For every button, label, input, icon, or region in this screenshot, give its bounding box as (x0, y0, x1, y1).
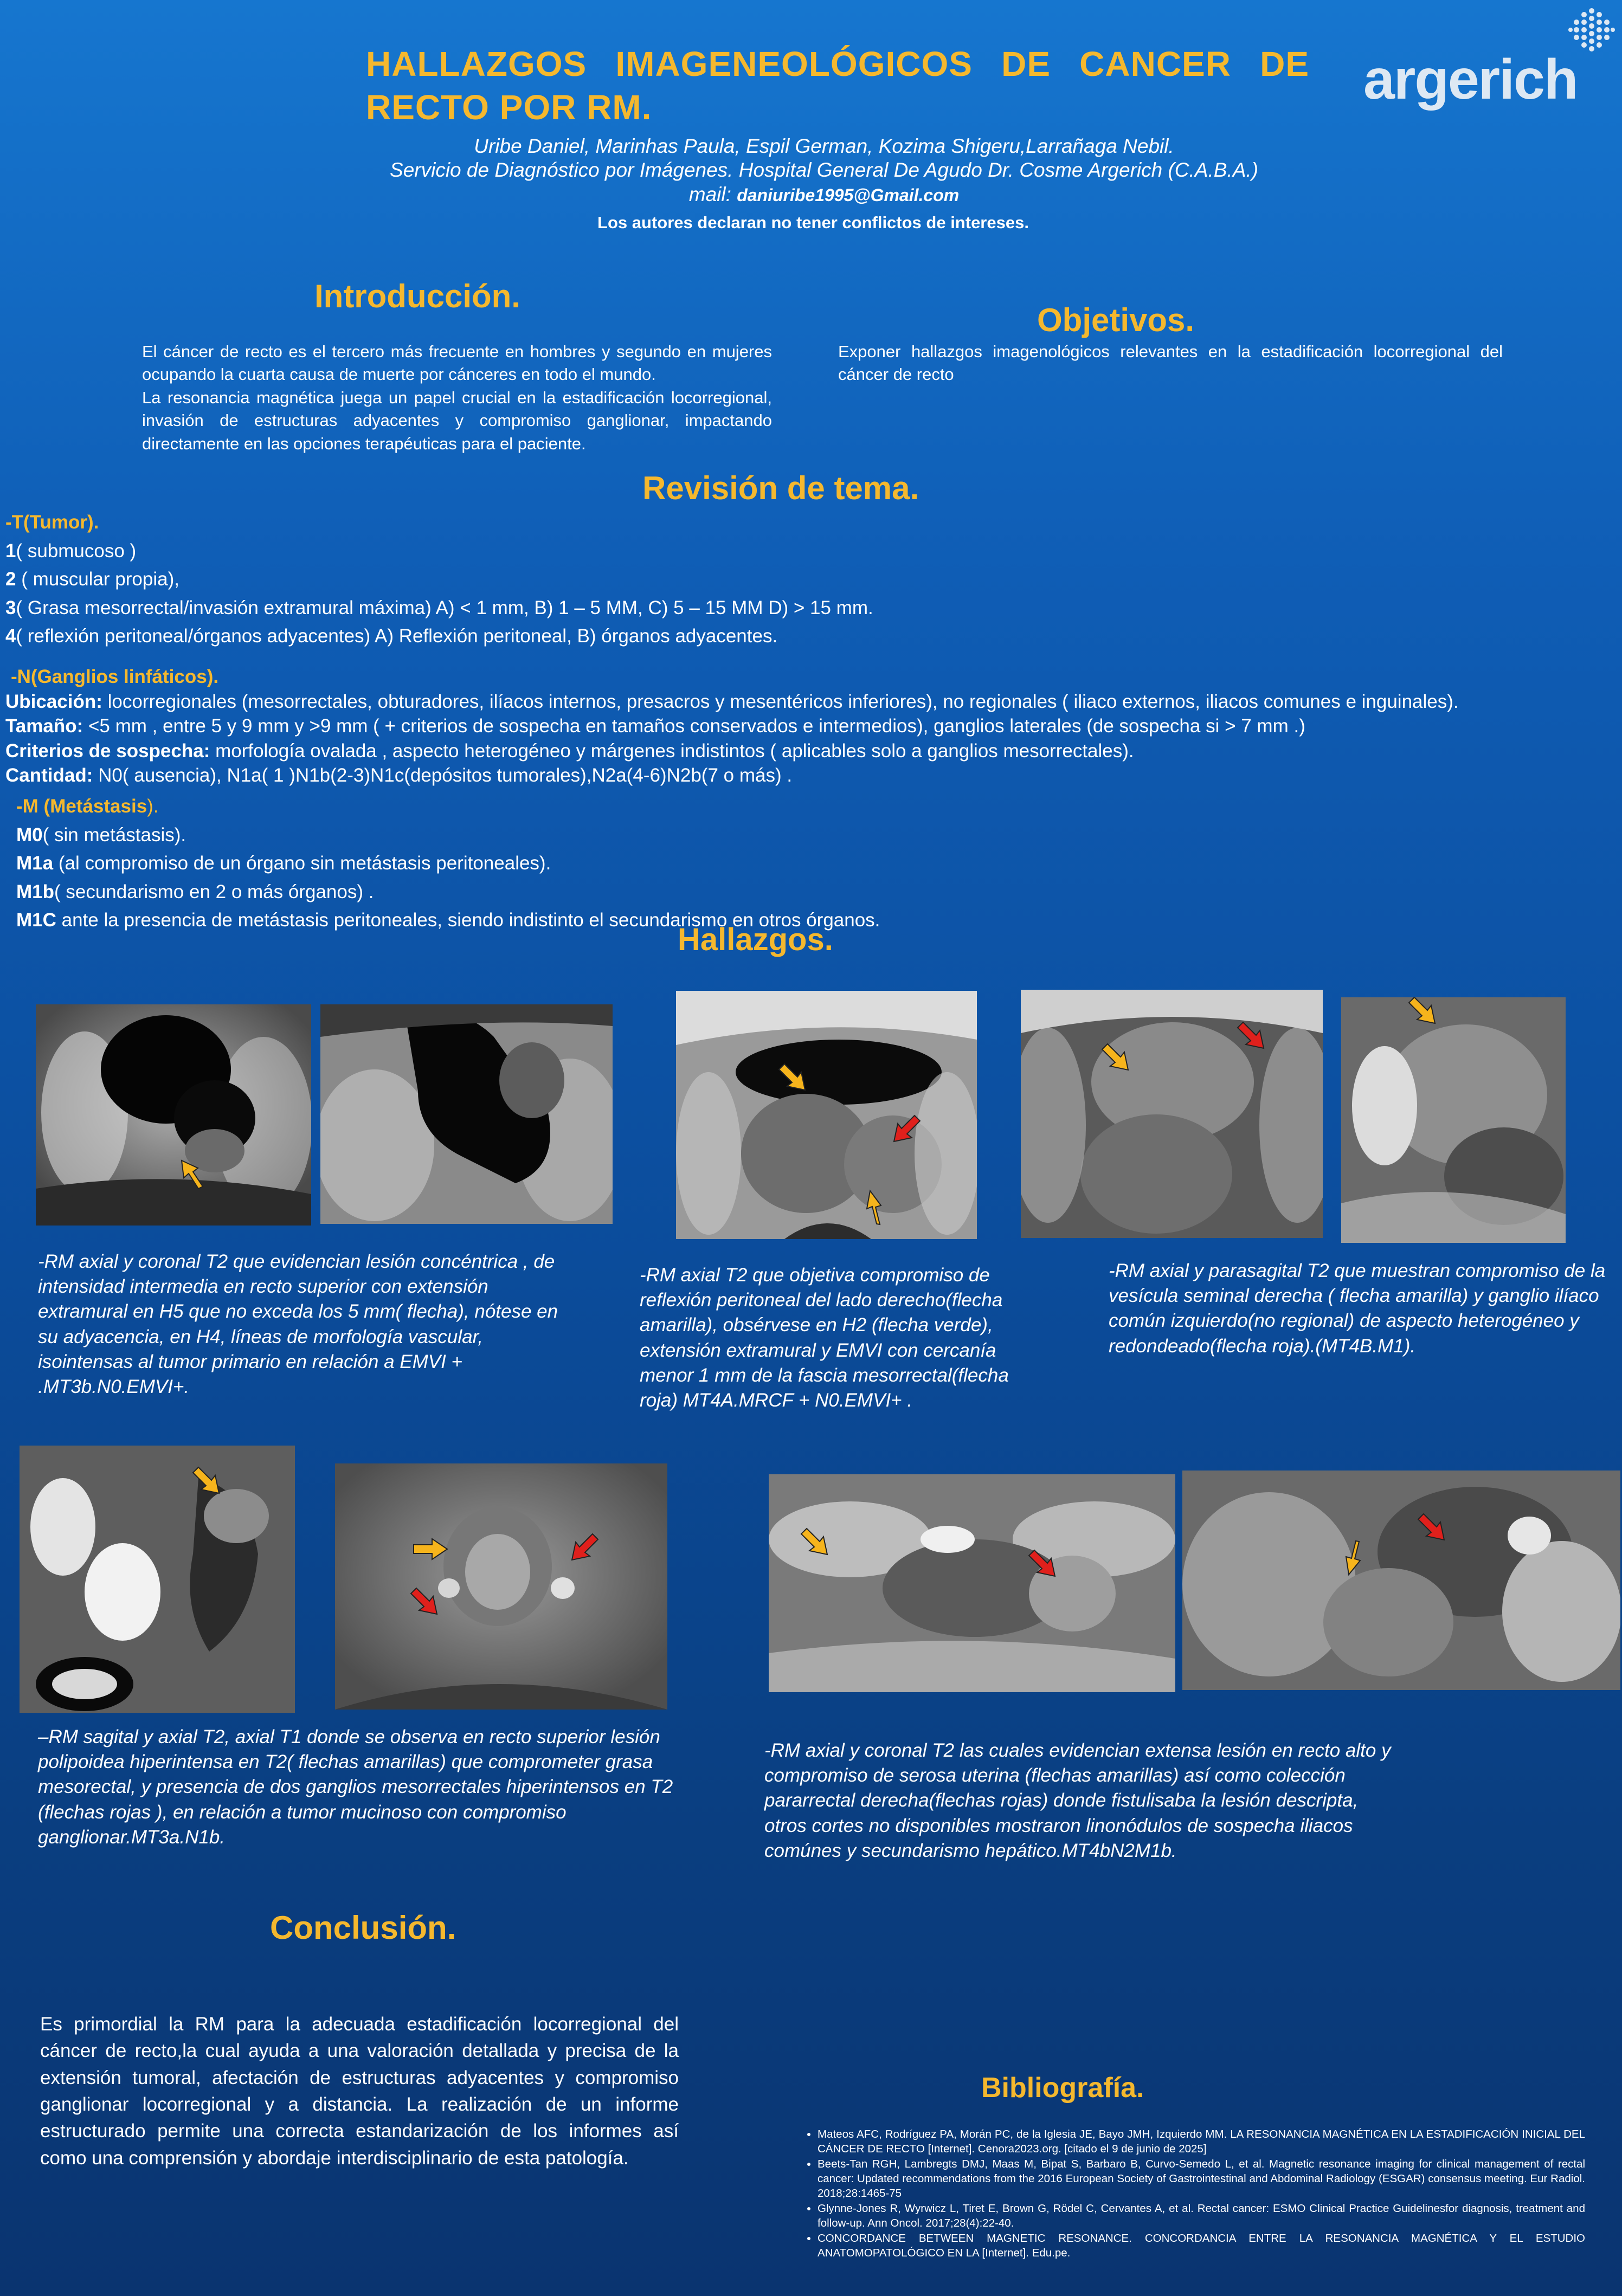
authors-block (347, 134, 1301, 207)
mri-image-sagittal (20, 1446, 295, 1713)
conclusion-heading: Conclusión. (270, 1910, 456, 1946)
authors-mail: mail: daniuribe1995@Gmail.com (688, 183, 960, 205)
review-t-block (5, 508, 1610, 651)
n-item-location: Ubicación: locorregionales (mesorrectales, obturadores, ilíacos internos, presacros y mesentéricos inferiores), no regionales ( iliaco externos, iliacos comunes e inguinales). (5, 691, 1459, 712)
authors-names: Uribe Daniel, Marinhas Paula, Espil German, Kozima Shigeru,Larrañaga Nebil. (474, 135, 1174, 157)
n-item-quantity: Cantidad: N0( ausencia), N1a( 1 )N1b(2-3)N1c(depósitos tumorales),N2a(4-6)N2b(7 o más) . (5, 765, 793, 786)
mri-image-axial-3 (1021, 990, 1323, 1238)
bibliography-item: • Mateos AFC, Rodríguez PA, Morán PC, de la Iglesia JE, Bayo JMH, Izquierdo MM. LA RESONANCIA MAGNÉTICA EN LA ESTADIFICACIÓN INICIAL DEL CÁNCER DE RECTO [Internet]. Cenora2023.org. [citado el 9 de junio de 2025] (818, 2127, 1585, 2156)
mail-address: daniuribe1995@Gmail.com (737, 185, 960, 205)
caption-5: -RM axial y coronal T2 las cuales evidencian extensa lesión en recto alto y compromiso de serosa uterina (flechas amarillas) así como colección pararrectal derecha(flechas rojas) donde fistulisaba la lesión descripta, otros cortes no disponibles mostraron linonódulos de sospecha iliacos comúnes y secundarismo hepático.MT4bN2M1b. (764, 1740, 1391, 1861)
t-item-2: 2 ( muscular propia), (5, 569, 179, 590)
caption-1: -RM axial y coronal T2 que evidencian lesión concéntrica , de intensidad intermedia en recto superior con extensión extramural en H5 que no exceda los 5 mm( flecha), nótese en su adyacencia, en H4, líneas de morfología vascular, isointensas al tumor primario en relación a EMVI + .MT3b.N0.EMVI+. (38, 1251, 558, 1397)
caption-4: –RM sagital y axial T2, axial T1 donde se observa en recto superior lesión polipoidea hiperintensa en T2( flechas amarillas) que comprometer grasa mesorectal, y presencia de dos ganglios mesorrectales hiperintensos en T2 (flechas rojas ), en relación a tumor mucinoso con compromiso ganglionar.MT3a.N1b. (38, 1726, 673, 1848)
poster-title: HALLAZGOS IMAGENEOLÓGICOS DE CANCER DE RECTO POR RM. (366, 44, 1309, 127)
caption-2: -RM axial T2 que objetiva compromiso de reflexión peritoneal del lado derecho(flecha amarilla), obsérvese en H2 (flecha verde), extensión extramural y EMVI con cercanía menor 1 mm de la fascia mesorrectal(flecha roja) MT4A.MRCF + N0.EMVI+ . (640, 1265, 1009, 1411)
logo-dots-icon (1568, 7, 1615, 53)
t-heading: -T(Tumor). (5, 512, 99, 533)
mri-image-axial-2 (676, 991, 977, 1239)
intro-paragraph-1: El cáncer de recto es el tercero más frecuente en hombres y segundo en mujeres ocupando la cuarta causa de muerte por cánceres en todo el mundo. (142, 342, 772, 384)
bibliography-list (804, 2127, 1585, 2262)
mri-image-coronal-1 (320, 1004, 613, 1224)
objectives-heading: Objetivos. (1037, 302, 1195, 338)
objectives-text: Exponer hallazgos imagenológicos relevantes en la estadificación locorregional del cáncer de recto (838, 342, 1503, 384)
review-n-block (5, 665, 1610, 788)
mri-image-axial-4 (769, 1474, 1175, 1692)
findings-heading: Hallazgos. (678, 922, 833, 957)
t-item-1: 1( submucoso ) (5, 540, 137, 562)
m-item-m1c: M1C ante la presencia de metástasis peritoneales, siendo indistinto el secundarismo en otros órganos. (16, 910, 880, 931)
mri-image-axial-t1 (335, 1463, 667, 1710)
mri-image-parasagittal (1341, 997, 1566, 1243)
m-heading: -M (Metástasis (16, 796, 147, 817)
bibliography-heading: Bibliografía. (981, 2072, 1144, 2104)
m-item-m1a: M1a (al compromiso de un órgano sin metástasis peritoneales). (16, 853, 551, 874)
t-item-4: 4( reflexión peritoneal/órganos adyacentes) A) Reflexión peritoneal, B) órganos adyacentes. (5, 625, 778, 647)
t-item-3: 3( Grasa mesorrectal/invasión extramural máxima) A) < 1 mm, B) 1 – 5 MM, C) 5 – 15 MM D) > 15 mm. (5, 597, 873, 618)
intro-paragraph-2: La resonancia magnética juega un papel crucial en la estadificación locorregional, invasión de estructuras adyacentes y compromiso ganglionar, impactando directamente en las opciones terapéuticas para el paciente. (142, 388, 772, 453)
n-item-size: Tamaño: <5 mm , entre 5 y 9 mm y >9 mm ( + criterios de sospecha en tamaños conservados e intermedios), ganglios laterales (de sospecha si > 7 mm .) (5, 715, 1305, 737)
mri-image-coronal-2 (1182, 1471, 1620, 1690)
mri-image-axial-1 (36, 1004, 311, 1226)
n-heading: -N(Ganglios linfáticos). (11, 666, 219, 687)
caption-3: -RM axial y parasagital T2 que muestran compromiso de la vesícula seminal derecha ( flecha amarilla) y ganglio ilíaco común izquierdo(no regional) de aspecto heterogéneo y redondeado(flecha roja).(MT4B.M1). (1109, 1260, 1606, 1357)
bibliography-item: • Beets-Tan RGH, Lambregts DMJ, Maas M, Bipat S, Barbaro B, Curvo-Semedo L, et al. Magnetic resonance imaging for clinical management of rectal cancer: Updated recommendations from the 2016 European Society of Gastrointestinal and Abdominal Radiology (ESGAR) consensus meeting. Eur Radiol. 2018;28:1465-75 (818, 2157, 1585, 2201)
argerich-logo: argerich (1363, 48, 1578, 111)
m-item-m0: M0( sin metástasis). (16, 824, 186, 846)
bibliography-item: • CONCORDANCE BETWEEN MAGNETIC RESONANCE. CONCORDANCIA ENTRE LA RESONANCIA MAGNÉTICA Y EL ESTUDIO ANATOMOPATOLÓGICO EN LA [Internet]. Edu.pe. (818, 2231, 1585, 2260)
m-item-m1b: M1b( secundarismo en 2 o más órganos) . (16, 881, 374, 902)
review-m-block: -M (Metástasis). M0( sin metástasis). M1a (al compromiso de un órgano sin metástasis peritoneales). M1b( secundarismo en 2 o más órganos) . M1C ante la presencia de metástasis peritoneales, siendo indistinto el secundarismo en otros órganos. (16, 792, 1588, 935)
intro-heading: Introducción. (314, 278, 520, 314)
conflict-statement: Los autores declaran no tener conflictos de intereses. (597, 213, 1029, 232)
review-heading: Revisión de tema. (642, 470, 919, 506)
n-item-criteria: Criterios de sospecha: morfología ovalada , aspecto heterogéneo y márgenes indistintos ( aplicables solo a ganglios mesorrectales). (5, 740, 1134, 762)
authors-institution: Servicio de Diagnóstico por Imágenes. Hospital General De Agudo Dr. Cosme Argerich (C.A.B.A.) (390, 159, 1258, 182)
bibliography-item: • Glynne-Jones R, Wyrwicz L, Tiret E, Brown G, Rödel C, Cervantes A, et al. Rectal cancer: ESMO Clinical Practice Guidelinesfor diagnosis, treatment and follow-up. Ann Oncol. 2017;28(4):22-40. (818, 2202, 1585, 2230)
intro-text (142, 340, 772, 455)
conclusion-text: Es primordial la RM para la adecuada estadificación locorregional del cáncer de recto,la cual ayuda a una valoración detallada y precisa de la extensión tumoral, afectación de estructuras adyacentes y compromiso ganglionar locorregional y a distancia. La realización de un informe estructurado permite una correcta estandarización de los informes así como una comprensión y abordaje interdisciplinario de esta patología. (40, 2014, 679, 2169)
